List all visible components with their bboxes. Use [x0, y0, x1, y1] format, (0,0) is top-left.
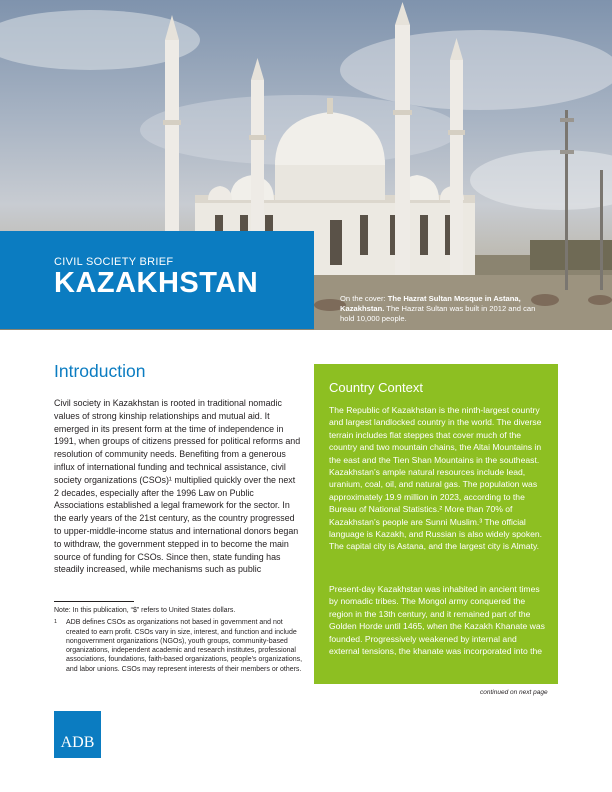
brief-kicker: CIVIL SOCIETY BRIEF [54, 256, 174, 268]
currency-note: Note: In this publication, “$” refers to United States dollars. [54, 607, 236, 614]
caption-bold: The Hazrat Sultan Mosque in Astana, Kazakhstan. [340, 294, 521, 313]
country-context-paragraph-2: Present-day Kazakhstan was inhabited in ancient times by nomadic tribes. The Mongol army conquered the region in the 13th century, and it remained part of the Golden Horde until 1465, when the Kazakh Khanate was founded. Progressively weakened by internal and external tensions, the khanate was incorporated into the [329, 584, 545, 657]
introduction-heading: Introduction [54, 361, 146, 381]
footnote-mark: 1 [54, 619, 58, 626]
footnote-divider [54, 601, 134, 602]
adb-logo-text: ADB [60, 734, 95, 751]
country-context-box [314, 364, 558, 684]
title-banner [0, 231, 314, 329]
country-context-heading: Country Context [329, 380, 423, 395]
cover-caption [340, 294, 540, 324]
continued-note: continued on next page [480, 689, 548, 696]
country-title: KAZAKHSTAN [54, 267, 259, 299]
footnote-text: ADB defines CSOs as organizations not based in government and not created to earn profit. CSOs vary in size, interest, and function and include nongovernment organizations (NGOs), youth groups, community-based organizations, independent academic and research institutes, professional associations, foundations, faith-based organizations, people’s organizations, and labor unions. CSOs may represent interests of their members or others. [66, 619, 303, 673]
footnotes [54, 606, 304, 674]
caption-rest: The Hazrat Sultan was built in 2012 and can hold 10,000 people. [340, 304, 536, 323]
caption-prefix: On the cover: [340, 294, 388, 303]
country-context-paragraph-1: The Republic of Kazakhstan is the ninth-largest country and largest landlocked country in the world. The diverse terrain includes flat steppes that cover much of the country and two mountain chains, the Altai Mountains in the east and the Tien Shan Mountains in the southeast. Kazakhstan’s ample natural resources include lead, uranium, coal, oil, and natural gas. The population was approximately 19.9 million in 2023, according to the Bureau of National Statistics.² More than 70% of Kazakhstan’s people are Sunni Muslim.³ The official language is Kazakh, and Russian is also widely spoken. The capital city is Astana, and the largest city is Almaty. [329, 405, 543, 552]
introduction-body: Civil society in Kazakhstan is rooted in traditional nomadic values of strong kinship relationships and mutual aid. It emerged in its present form at the time of independence in 1991, when groups of citizens pressed for political reforms and resolution of community needs. Benefiting from a generous influx of international funding and technical assistance, civil society organizations (CSOs)¹ multiplied quickly over the next 2 decades, especially after the 1996 Law on Public Associations established a legal framework for the sector. In the early years of the 21st century, as the country progressed to upper-middle-income status and international donors began to withdraw, the government stepped in to become the main source of funding for CSOs. Since then, state funding has steadily increased, while mechanisms such as public [54, 398, 301, 575]
footnote-1 [54, 618, 304, 674]
adb-logo [54, 711, 101, 758]
